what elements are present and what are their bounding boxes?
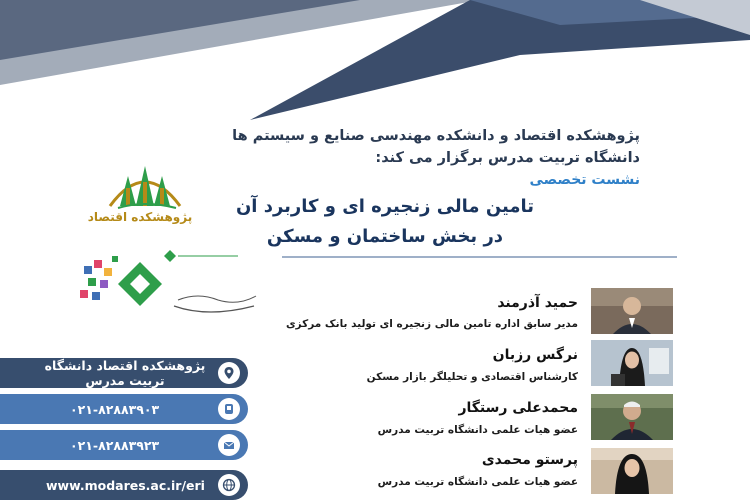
email-icon [218,434,240,456]
speaker-1-photo [591,288,673,334]
location-icon [218,362,240,384]
speaker-4-name: پرستو محمدی [481,452,578,468]
phone-number: ۰۲۱-۸۲۸۸۳۹۰۳ [70,401,160,417]
faded-speakers-heading [560,262,675,278]
speaker-4-role: عضو هیات علمی دانشگاه تربیت مدرس [377,476,578,488]
speaker-2-name: نرگس رزبان [492,347,578,363]
title-divider [282,256,677,258]
event-title-line-2: در بخش ساختمان و مسکن [266,226,504,247]
speaker-4-photo [591,448,673,494]
university-logo [90,148,200,238]
speaker-1-name: حمید آذرمند [497,295,578,311]
contact-address-row [0,358,248,388]
institute-caption: پژوهشکده اقتصاد [87,210,193,224]
speaker-2-role: کارشناس اقتصادی و تحلیلگر بازار مسکن [366,371,578,383]
contact-website-row[interactable] [0,470,248,500]
address-text: پژوهشکده اقتصاد دانشگاه تربیت مدرس [44,358,206,388]
speaker-3-name: محمدعلی رستگار [458,400,578,416]
globe-icon [218,474,240,496]
event-title-line-1: تامین مالی زنجیره ای و کاربرد آن [235,196,535,217]
speaker-3-photo [591,394,673,440]
phone-icon [218,398,240,420]
organizer-line-2: دانشگاه تربیت مدرس برگزار می کند: [375,150,640,166]
contact-fax-row [0,430,248,460]
speaker-3-role: عضو هیات علمی دانشگاه تربیت مدرس [377,424,578,436]
speaker-2-photo [591,340,673,386]
organizer-line-1: پژوهشکده اقتصاد و دانشکده مهندسی صنایع و سیستم ها [232,128,640,144]
website-link[interactable]: www.modares.ac.ir/eri [46,477,205,493]
fax-number: ۰۲۱-۸۲۸۸۳۹۲۳ [70,437,160,453]
faculty-logo [78,248,268,320]
speaker-1-role: مدیر سابق اداره تامین مالی زنجیره ای تولید بانک مرکزی [285,318,578,330]
contact-phone-row [0,394,248,424]
session-label: نشست تخصصی [529,172,640,188]
